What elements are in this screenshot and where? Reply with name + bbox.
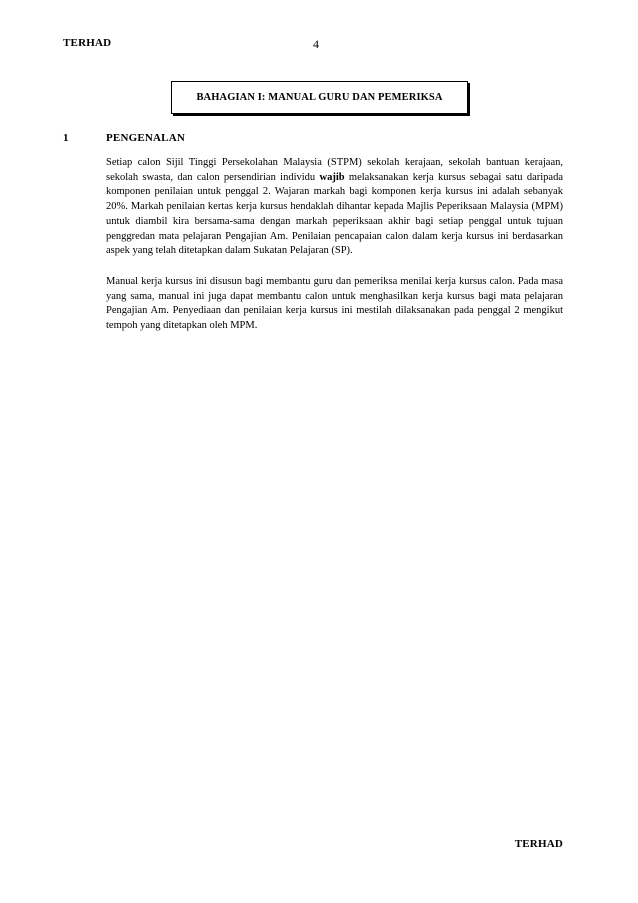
para1-bold-word: wajib [319,171,345,183]
para1-text-end: melaksanakan kerja kursus sebagai satu daripada komponen penilaian untuk penggal 2. Wajaran markah bagi komponen kerja kursus ini adalah sebanyak 20%. Markah penilaian kertas kerja kursus hendaklah dihantar kepada Majlis Peperiksaan Malaysia (MPM) untuk diambil kira bersama-sama dengan markah peperiksaan akhir bagi setiap penggal untuk tujuan penggredan mata pelajaran Pengajian Am. Penilaian pencapaian calon dalam kerja kursus ini berdasarkan aspek yang telah ditetapkan dalam Sukatan Pelajaran (SP). [106,171,563,257]
intro-paragraph-2: Manual kerja kursus ini disusun bagi membantu guru dan pemeriksa menilai kerja kursus calon. Pada masa yang sama, manual ini juga dapat membantu calon untuk menghasilkan kerja kursus bagi mata pelajaran Pengajian Am. Penyediaan dan penilaian kerja kursus ini mestilah dilaksanakan pada penggal 2 mengikut tempoh yang ditetapkan oleh MPM. [106,276,563,332]
part-title: BAHAGIAN I: MANUAL GURU DAN PEMERIKSA [196,92,443,103]
para1-text-start: Setiap calon Sijil Tinggi Persekolahan Malaysia (STPM) sekolah kerajaan, sekolah bantuan kerajaan, sekolah swasta, dan calon persendirian individu [106,157,563,183]
intro-paragraph-1 [106,156,563,259]
page-number: 4 [313,37,319,51]
section-number: 1 [63,132,69,144]
header-classification: TERHAD [63,37,112,49]
footer-classification: TERHAD [514,838,563,850]
section-title: PENGENALAN [106,132,186,144]
part-title-box [171,81,468,114]
